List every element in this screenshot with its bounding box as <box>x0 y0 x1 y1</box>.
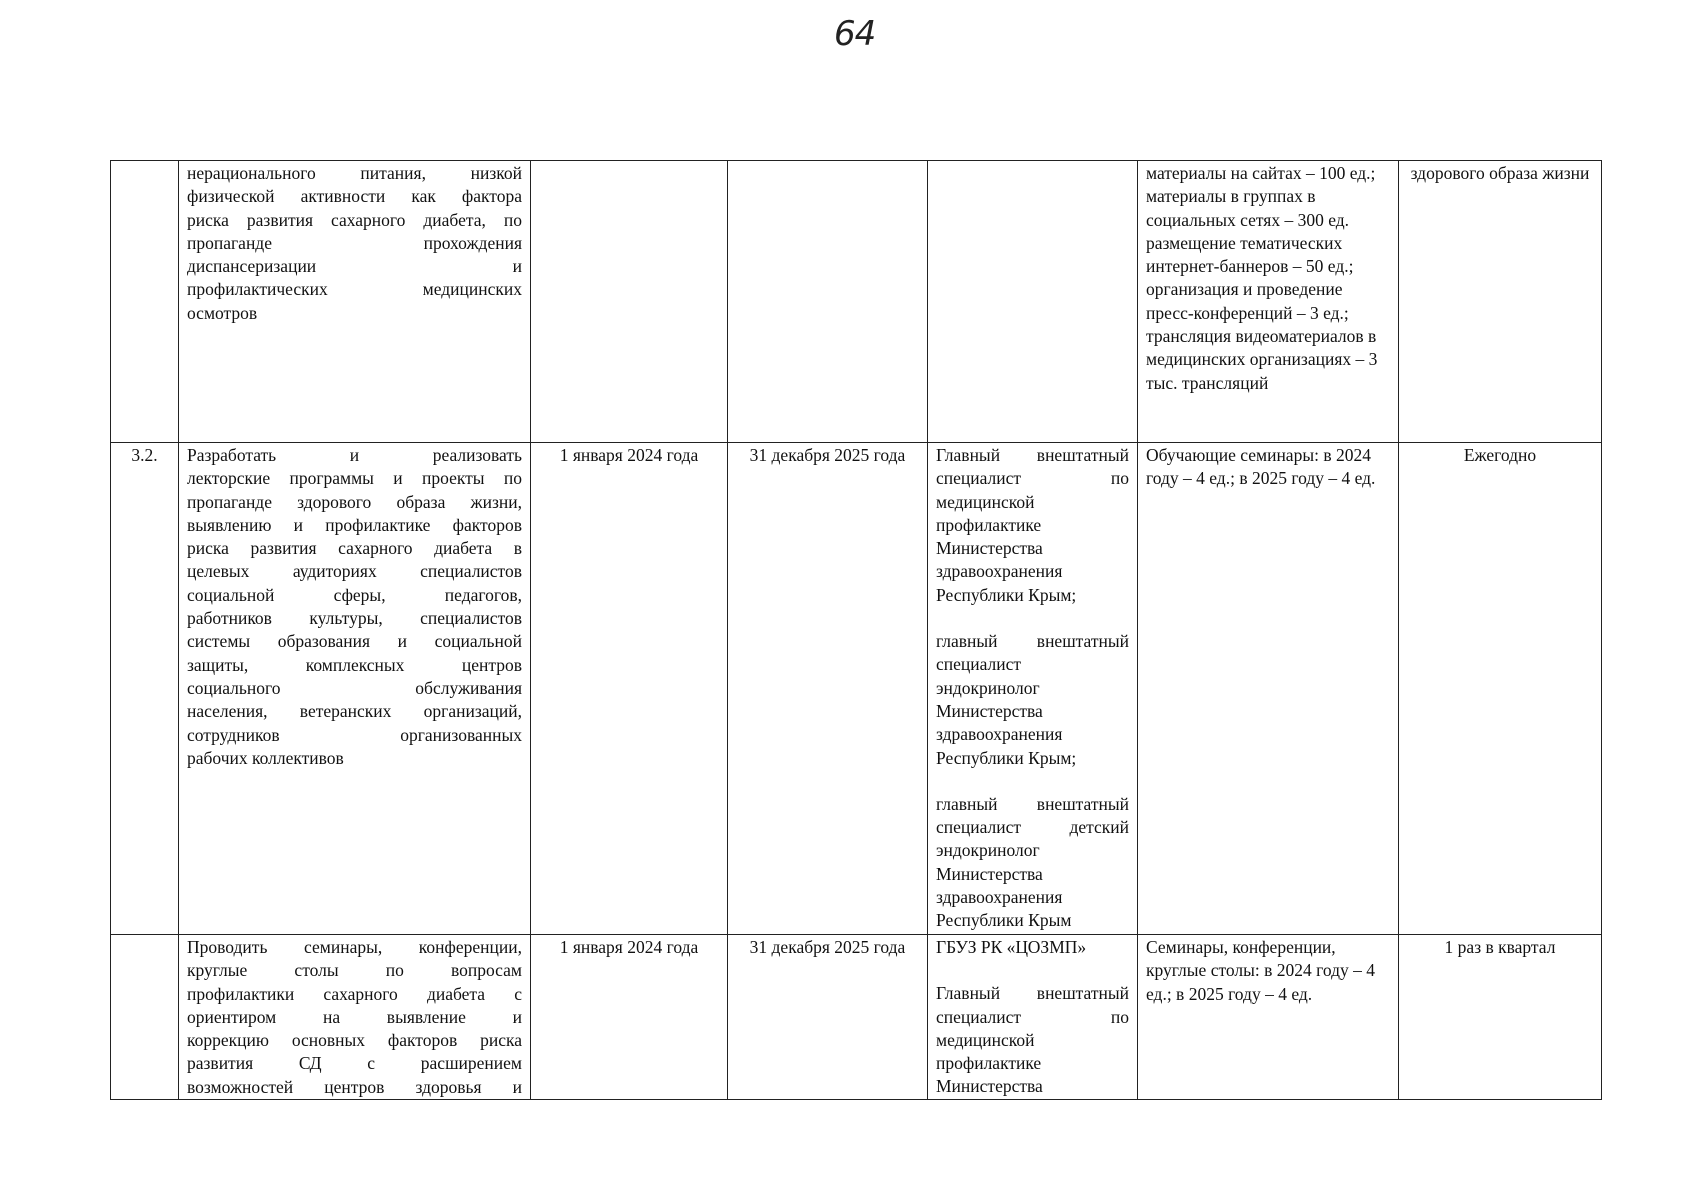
row-number: 3.2. <box>111 443 179 935</box>
expected-result: Обучающие семинары: в 2024 году – 4 ед.; в 2025 году – 4 ед. <box>1138 443 1399 935</box>
table-row <box>111 935 1602 1100</box>
start-date: 1 января 2024 года <box>531 935 728 1100</box>
start-date <box>531 161 728 443</box>
responsible: ГБУЗ РК «ЦОЗМП» Главный внештатный специалист по медицинской профилактике Министерства <box>928 935 1138 1100</box>
frequency: здорового образа жизни <box>1399 161 1602 443</box>
end-date <box>728 161 928 443</box>
expected-result: Семинары, конференции, круглые столы: в 2024 году – 4 ед.; в 2025 году – 4 ед. <box>1138 935 1399 1100</box>
page-number: 64 <box>834 14 876 54</box>
frequency: 1 раз в квартал <box>1399 935 1602 1100</box>
frequency: Ежегодно <box>1399 443 1602 935</box>
responsible: Главный внештатный специалист по медицинской профилактике Министерства здравоохранения Республики Крым; главный внештатный специалист эндокринолог Министерства здравоохранения Республики Крым; главный внештатный специалист детский эндокринолог Министерства здравоохранения Республики Крым <box>928 443 1138 935</box>
responsible <box>928 161 1138 443</box>
row-number <box>111 935 179 1100</box>
end-date: 31 декабря 2025 года <box>728 443 928 935</box>
table-row <box>111 443 1602 935</box>
activity-description: Проводить семинары, конференции, круглые столы по вопросам профилактики сахарного диабета с ориентиром на выявление и коррекцию основных факторов риска развития СД с расширением возможностей центров здоровья и <box>179 935 531 1100</box>
table-row <box>111 161 1602 443</box>
start-date: 1 января 2024 года <box>531 443 728 935</box>
row-number <box>111 161 179 443</box>
activity-description: нерационального питания, низкой физической активности как фактора риска развития сахарного диабета, по пропаганде прохождения диспансеризации и профилактических медицинских осмотров <box>179 161 531 443</box>
activity-description: Разработать и реализовать лекторские программы и проекты по пропаганде здорового образа жизни, выявлению и профилактике факторов риска развития сахарного диабета в целевых аудиториях специалистов социальной сферы, педагогов, работников культуры, специалистов системы образования и социальной защиты, комплексных центров социального обслуживания населения, ветеранских организаций, сотрудников организованных рабочих коллективов <box>179 443 531 935</box>
end-date: 31 декабря 2025 года <box>728 935 928 1100</box>
activity-plan-table <box>110 160 1602 1100</box>
expected-result: материалы на сайтах – 100 ед.; материалы в группах в социальных сетях – 300 ед. размещение тематических интернет-баннеров – 50 ед.; организация и проведение пресс-конференций – 3 ед.; трансляция видеоматериалов в медицинских организациях – 3 тыс. трансляций <box>1138 161 1399 443</box>
